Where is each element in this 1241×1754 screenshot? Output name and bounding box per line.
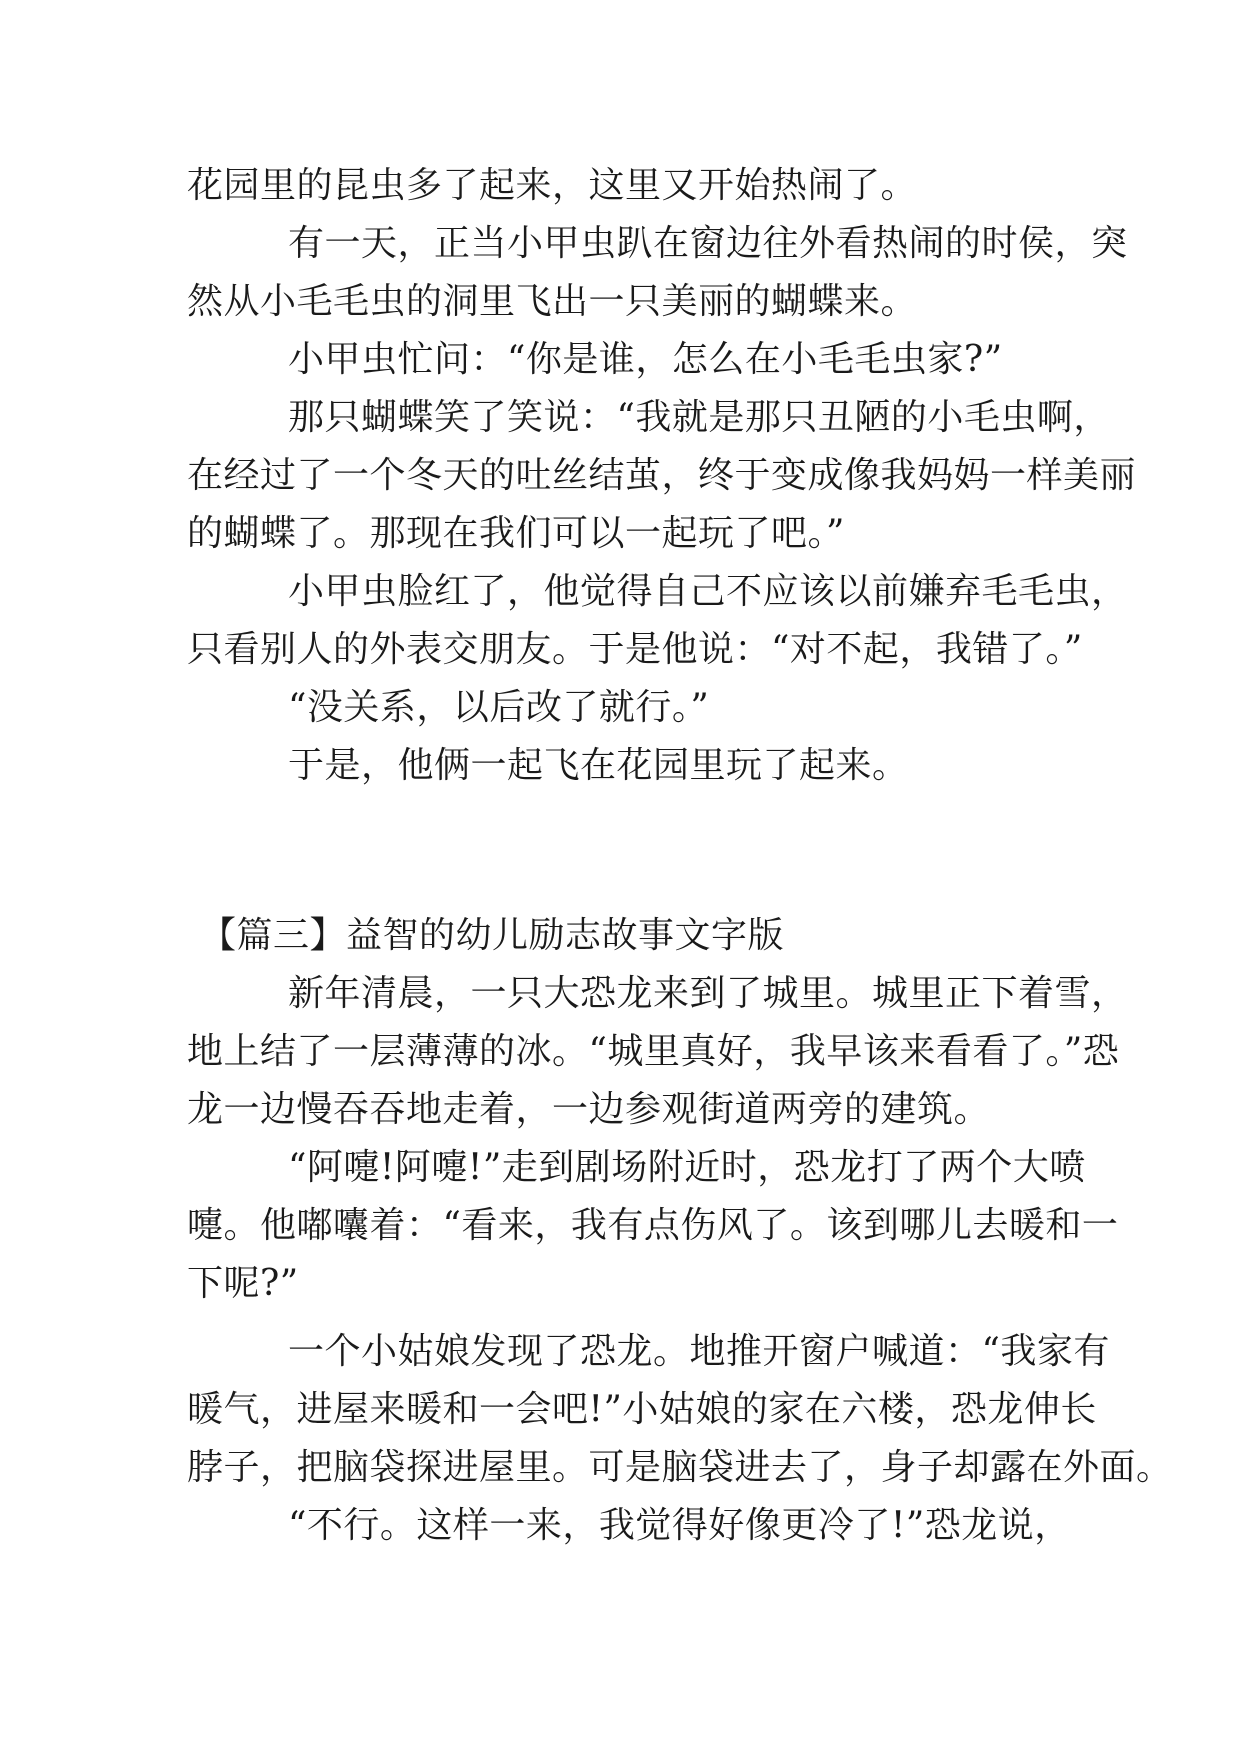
paragraph-start-line: 小甲虫忙问：“你是谁，怎么在小毛毛虫家?” — [288, 339, 1003, 380]
text-line: 地上结了一层薄薄的冰。“城里真好，我早该来看看了。”恐 — [187, 1031, 1120, 1072]
text-line: 花园里的昆虫多了起来，这里又开始热闹了。 — [187, 165, 918, 206]
text-line: 在经过了一个冬天的吐丝结茧，终于变成像我妈妈一样美丽 — [187, 455, 1137, 496]
paragraph-start-line: 一个小姑娘发现了恐龙。地推开窗户喊道：“我家有 — [288, 1331, 1110, 1372]
paragraph-start-line: 小甲虫脸红了，他觉得自己不应该以前嫌弃毛毛虫， — [288, 571, 1128, 612]
paragraph-start-line: 有一天，正当小甲虫趴在窗边往外看热闹的时侯，突 — [288, 223, 1128, 264]
text-line: 暖气，进屋来暖和一会吧!”小姑娘的家在六楼，恐龙伸长 — [187, 1389, 1097, 1430]
paragraph-start-line: “阿嚏!阿嚏!”走到剧场附近时，恐龙打了两个大喷 — [288, 1147, 1086, 1188]
text-line: 的蝴蝶了。那现在我们可以一起玩了吧。” — [187, 513, 845, 554]
paragraph-start-line: 那只蝴蝶笑了笑说：“我就是那只丑陋的小毛虫啊， — [288, 397, 1110, 438]
text-line: 然从小毛毛虫的洞里飞出一只美丽的蝴蝶来。 — [187, 281, 918, 322]
paragraph-start-line: “不行。这样一来，我觉得好像更冷了!”恐龙说， — [288, 1505, 1071, 1546]
text-line: 脖子，把脑袋探进屋里。可是脑袋进去了，身子却露在外面。 — [187, 1447, 1173, 1488]
paragraph-start-line: “没关系，以后改了就行。” — [288, 687, 710, 728]
text-line: 只看别人的外表交朋友。于是他说：“对不起，我错了。” — [187, 629, 1083, 670]
paragraph-start-line: 新年清晨，一只大恐龙来到了城里。城里正下着雪， — [288, 973, 1128, 1014]
text-line: 龙一边慢吞吞地走着，一边参观街道两旁的建筑。 — [187, 1089, 991, 1130]
paragraph-start-line: 于是，他俩一起飞在花园里玩了起来。 — [288, 745, 909, 786]
section-heading: 【篇三】益智的幼儿励志故事文字版 — [200, 915, 785, 956]
text-line: 下呢?” — [187, 1263, 299, 1304]
text-line: 嚏。他嘟囔着：“看来，我有点伤风了。该到哪儿去暖和一 — [187, 1205, 1119, 1246]
